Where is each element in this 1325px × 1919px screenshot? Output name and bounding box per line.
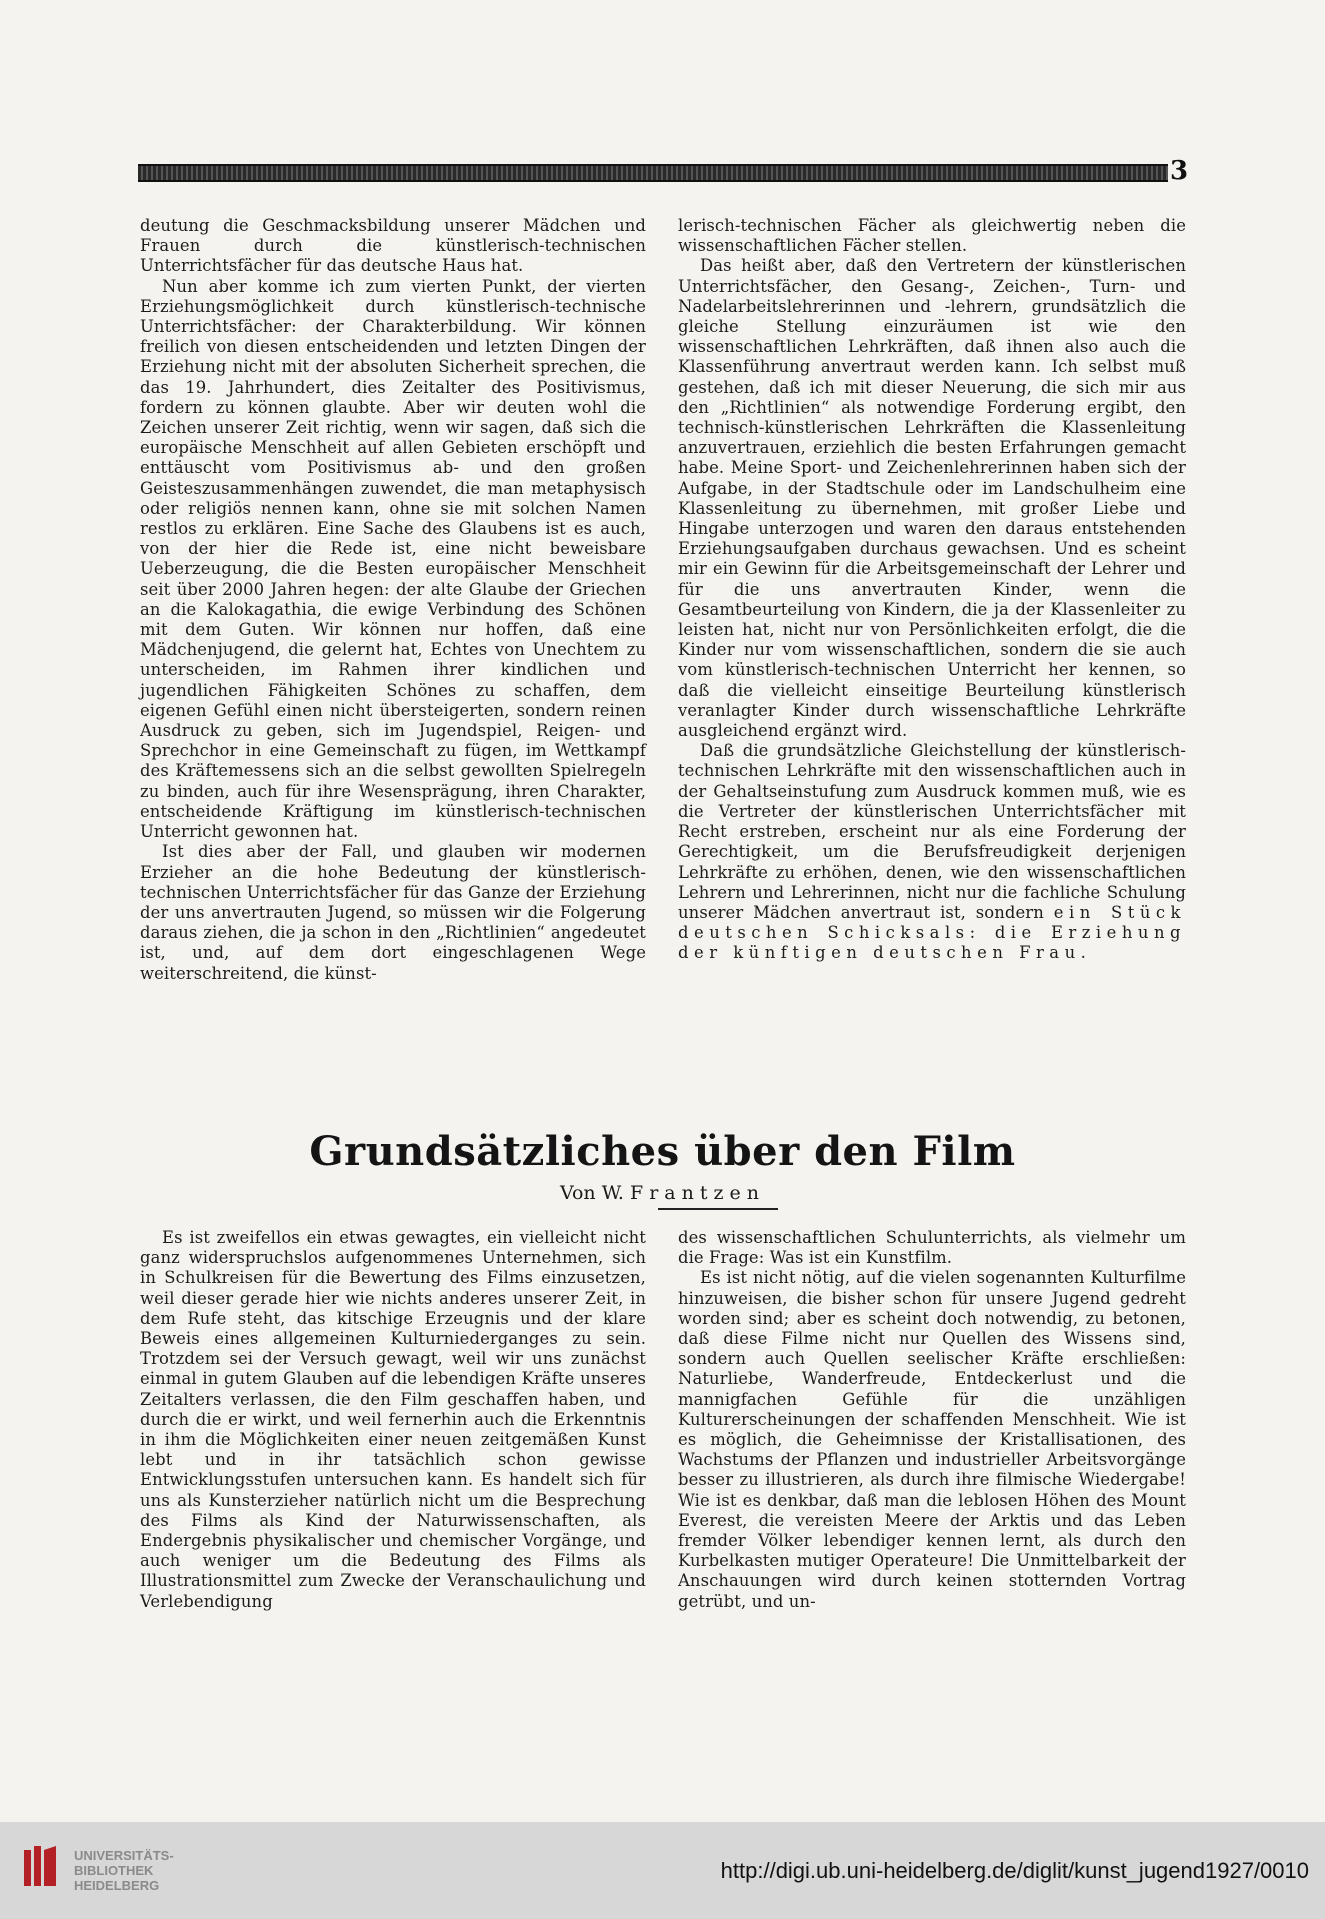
- spaced-emphasis: ein Stück deutschen Schicksals: die Erziehung der künftigen deutschen Frau.: [678, 902, 1186, 963]
- paragraph-emphasis: [678, 741, 1186, 963]
- paragraph: des wissenschaftlichen Schulunterrichts, als vielmehr um die Frage: Was ist ein Kunstfilm.: [678, 1228, 1186, 1268]
- footer-bar: [0, 1822, 1325, 1919]
- byline-prefix: Von W.: [560, 1182, 624, 1204]
- byline: [0, 1182, 1325, 1204]
- author-name: Frantzen: [630, 1182, 765, 1204]
- paragraph: lerisch-technischen Fächer als gleichwertig neben die wissenschaftlichen Fächer stellen.: [678, 216, 1186, 256]
- column-bottom-right: [678, 1228, 1186, 1612]
- article-title: Grundsätzliches über den Film: [309, 1128, 1016, 1175]
- byline-underline: [658, 1208, 778, 1210]
- column-bottom-left: [140, 1228, 646, 1612]
- page-number: 3: [1170, 156, 1189, 186]
- paragraph: Es ist zweifellos ein etwas gewagtes, ein vielleicht nicht ganz widerspruchslos aufgenommenes Unternehmen, sich in Schulkreisen für die Bewertung des Films einzusetzen, weil dieser gerade hier wie nichts anderes unserer Zeit, in dem Rufe steht, das kitschige Erzeugnis und der klare Beweis eines allgemeinen Kulturniederganges zu sein. Trotzdem sei der Versuch gewagt, weil wir uns zunächst einmal in gutem Glauben auf die lebendigen Kräfte unseres Zeitalters verlassen, die den Film geschaffen haben, und durch die er wirkt, und weil fernerhin auch die Erkenntnis in ihm die Möglichkeiten einer neuen zeitgemäßen Kunst lebt und in ihr tatsächlich schon gewisse Entwicklungsstufen untersuchen kann. Es handelt sich für uns als Kunsterzieher natürlich nicht um die Besprechung des Films als Kind der Naturwissenschaften, als Endergebnis physikalischer und chemischer Vorgänge, und auch weniger um die Bedeutung des Films als Illustrationsmittel zum Zwecke der Veranschaulichung und Verlebendigung: [140, 1228, 646, 1611]
- logo-line: HEIDELBERG: [74, 1878, 160, 1893]
- paragraph: deutung die Geschmacksbildung unserer Mädchen und Frauen durch die künstlerisch-technischen Unterrichtsfächer für das deutsche Haus hat.: [140, 216, 646, 276]
- paragraph: Nun aber komme ich zum vierten Punkt, der vierten Erziehungsmöglichkeit durch künstlerisch-technische Unterrichtsfächer: der Charakterbildung. Wir können freilich von diesen entscheidenden und letzten Dingen der Erziehung nicht mit der absoluten Sicherheit sprechen, die das 19. Jahrhundert, dies Zeitalter des Positivismus, fordern zu können glaubte. Aber wir deuten wohl die Zeichen unserer Zeit richtig, wenn wir sagen, daß sich die europäische Menschheit auf allen Gebieten erschöpft und enttäuscht vom Positivismus ab- und den großen Geisteszusammenhängen zuwendet, die man metaphysisch oder religiös nennen kann, ohne sie mit solchen Namen restlos zu erklären. Eine Sache des Glaubens ist es auch, von der hier die Rede ist, eine nicht beweisbare Ueberzeugung, die die Besten europäischer Menschheit seit über 2000 Jahren hegen: der alte Glaube der Griechen an die Kalokagathia, die ewige Verbindung des Schönen mit dem Guten. Wir können nur hoffen, daß eine Mädchenjugend, die gelernt hat, Echtes von Unechtem zu unterscheiden, im Rahmen ihrer kindlichen und jugendlichen Fähigkeiten Schönes zu schaffen, dem eigenen Gefühl einen nicht übersteigerten, sondern reinen Ausdruck zu geben, sich im Jugendspiel, Reigen- und Sprechchor in eine Gemeinschaft zu fügen, im Wettkampf des Kräftemessens sich an die selbst gewollten Spielregeln zu binden, auch für ihre Wesensprägung, ihren Charakter, entscheidende Kräftigung im künstlerisch-technischen Unterricht gewonnen hat.: [140, 276, 646, 842]
- library-logo-text: [74, 1848, 174, 1893]
- library-logo-icon: [20, 1842, 60, 1892]
- paragraph-text: Daß die grundsätzliche Gleichstellung der künstlerisch-technischen Lehrkräfte mit den wissenschaftlichen auch in der Gehaltseinstufung zum Ausdruck kommen muß, wie es die Vertreter der künstlerischen Unterrichtsfächer mit Recht erstreben, erscheint nur als eine Forderung der Gerechtigkeit, um die Berufsfreudigkeit derjenigen Lehrkräfte zu erhöhen, denen, wie den wissenschaftlichen Lehrern und Lehrerinnen, nicht nur die fachliche Schulung unserer Mädchen anvertraut ist, sondern: [678, 741, 1186, 922]
- paragraph: Das heißt aber, daß den Vertretern der künstlerischen Unterrichtsfächer, den Gesang-, Zeichen-, Turn- und Nadelarbeitslehrerinnen und -lehrern, grundsätzlich die gleiche Stellung einzuräumen ist wie den wissenschaftlichen Lehrkräften, daß ihnen also auch die Klassenführung anvertraut werden kann. Ich selbst muß gestehen, daß ich mit dieser Neuerung, die sich mir aus den „Richtlinien“ als notwendige Forderung ergibt, den technisch-künstlerischen Lehrkräften die Klassenleitung anzuvertrauen, erziehlich die besten Erfahrungen gemacht habe. Meine Sport- und Zeichenlehrerinnen haben sich der Aufgabe, in der Stadtschule oder im Landschulheim eine Klassenleitung zu übernehmen, mit großer Liebe und Hingabe unterzogen und waren den daraus entstehenden Erziehungsaufgaben durchaus gewachsen. Und es scheint mir ein Gewinn für die Arbeitsgemeinschaft der Lehrer und für die uns anvertrauten Kinder, wenn die Gesamtbeurteilung von Kindern, die ja der Klassenleiter zu leisten hat, nicht nur von Persönlichkeiten erfolgt, die die Kinder nur vom wissenschaftlichen, sondern die sie auch vom künstlerisch-technischen Unterricht her kennen, so daß die vielleicht einseitige Beurteilung künstlerisch veranlagter Kinder durch wissenschaftliche Lehrkräfte ausgleichend ergänzt wird.: [678, 256, 1186, 741]
- source-url-link[interactable]: http://digi.ub.uni-heidelberg.de/diglit/kunst_jugend1927/0010: [720, 1858, 1309, 1883]
- header-rule: [138, 164, 1168, 182]
- logo-line: UNIVERSITÄTS-: [74, 1848, 174, 1863]
- paragraph: Ist dies aber der Fall, und glauben wir modernen Erzieher an die hohe Bedeutung der künstlerisch-technischen Unterrichtsfächer für das Ganze der Erziehung der uns anvertrauten Jugend, so müssen wir die Folgerung daraus ziehen, die ja schon in den „Richtlinien“ angedeutet ist, und, auf dem dort eingeschlagenen Wege weiterschreitend, die künst-: [140, 842, 646, 983]
- logo-line: BIBLIOTHEK: [74, 1863, 154, 1878]
- column-top-left: [140, 216, 646, 984]
- column-top-right: [678, 216, 1186, 964]
- paragraph: Es ist nicht nötig, auf die vielen sogenannten Kulturfilme hinzuweisen, die bisher schon für unsere Jugend gedreht worden sind; aber es scheint doch notwendig, zu betonen, daß diese Filme nicht nur Quellen des Wissens sind, sondern auch Quellen seelischer Kräfte erschließen: Naturliebe, Wanderfreude, Entdeckerlust und die mannigfachen Gefühle für die unzähligen Kulturerscheinungen der schaffenden Menschheit. Wie ist es möglich, die Geheimnisse der Kristallisationen, des Wachstums der Pflanzen und industrieller Arbeitsvorgänge besser zu illustrieren, als durch ihre filmische Wiedergabe! Wie ist es denkbar, daß man die leblosen Höhen des Mount Everest, die vereisten Meere der Arktis und das Leben fremder Völker lebendiger kennen lernt, als durch den Kurbelkasten mutiger Operateure! Die Unmittelbarkeit der Anschauungen wird durch keinen stotternden Vortrag getrübt, und un-: [678, 1268, 1186, 1611]
